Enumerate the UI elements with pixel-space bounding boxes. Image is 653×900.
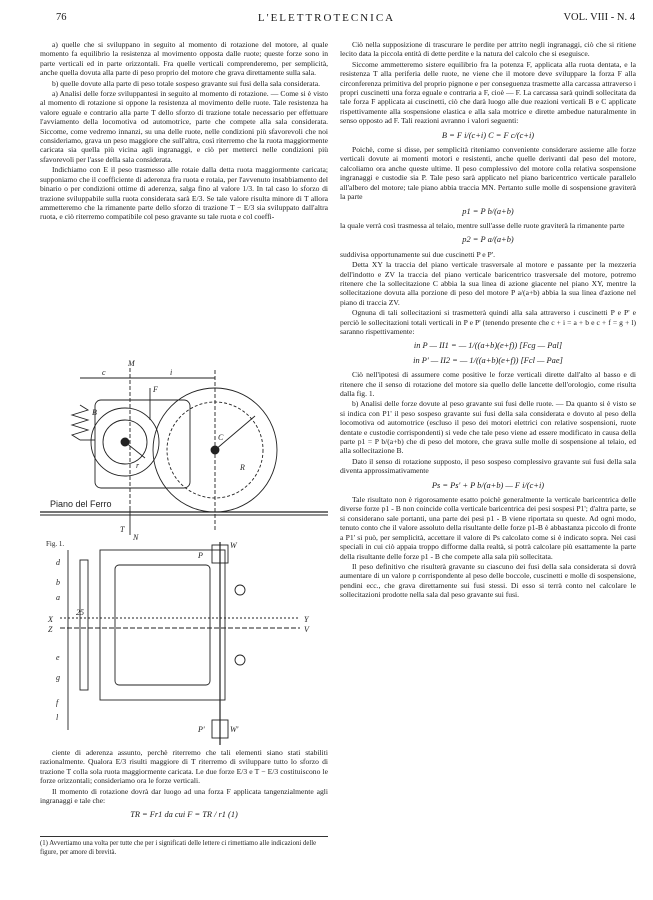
paragraph: Indichiamo con E il peso trasmesso alle rotaie dalla detta ruota maggiormente caricata; supponiamo che il coefficiente di aderenza fra ruota e rotaia, per l'avvenuto insabbiamento del binario o per condizioni ottime di aderenza, salga fino al valore 1/3. In tal caso lo sforzo di trazione sviluppabile sulla ruota considerata sarà E/3. Se tale valore risulta minore di T allora ammetteremo che la rimanente parte dello sforzo di trazione T − E/3 sia sviluppato dall'altra ruota, e ciò riterremo compatibile col peso gravante su tale ruota e col coeffi- — [40, 165, 328, 222]
equation-p2: p2 = P a/(a+b) — [462, 235, 514, 245]
figure-caption: Fig. 1. — [46, 540, 65, 548]
label: i — [170, 368, 173, 377]
label: c — [102, 368, 106, 377]
paragraph: Il peso definitivo che risulterà gravante su ciascuno dei fusi della sala considerata si dovrà aumentare di un valore p corrispondente al peso delle boccole, cuscinetti e molle di sospensione, pendini ecc., che grava direttamente sui fusi stessi. Di esso si terrà conto nel calcolare le sollecitazioni prodotte nella sala dal peso gravante sui fusi. — [340, 561, 636, 600]
equation-B-C: B = F i/(c+i) C = F c/(c+i) — [441, 130, 535, 140]
paragraph: Detta XY la traccia del piano verticale trasversale al motore e passante per la mezzeria dell'indotto e ZV la traccia del piano verticale baricentrico trasversale del motore, potremo ritenere che la sollecitazione C abbia la sua linea di azione giacente nel piano XY, mentre la sollecitazione dovuta alla porzione di peso del motore P a/(a+b) abbia la sua linea d'azione nel piano di traccia ZV. — [340, 260, 636, 307]
motor-plan-view — [100, 550, 225, 700]
paragraph: ciente di aderenza assunto, perchè riterremo che tali elementi siano stati stabiliti razionalmente. Qualora E/3 risulti maggiore di T riterremo di sviluppare tutto lo sforzo di trazione T colla sola ruota maggiormente caricata. Le due forze E/3 e T − E/3 costituiscono le forze orizzontali; consideriamo ora le forze verticali. — [40, 748, 328, 786]
paragraph: la quale verrà così trasmessa al telaio, mentre sull'asse delle ruote graviterà la rimanente parte — [340, 220, 625, 230]
label: l — [56, 713, 59, 722]
paragraph: Siccome ammetteremo sistere equilibrio fra la potenza F, applicata alla ruota dentata, e la resistenza T alla periferia delle ruote, ne viene che il motore deve sviluppare la forza F alla circonferenza primitiva del proprio pignone e per conseguenza trasmette alla carcassa attraverso i propri cuscinetti una forza eguale e contraria a F, cioè — F. La carcassa sarà quindi sollecitata da tale forza F applicata ai cuscinetti, ciò che darà luogo alle due reazioni verticali B e C applicate rispettivamente alla sospensione elastica e alla sala motrice e dirette ambedue naturalmente in senso opposto ad F. Tali reazioni avranno i valori seguenti: — [340, 59, 637, 126]
paragraph: Tale risultato non è rigorosamente esatto poichè generalmente la verticale baricentrica delle diverse forze p1 - B non coincide colla verticale baricentrica dei pesi sospesi P1'; d'altra parte, se si considerano sale portanti, una parte dei pesi p1 - B viene riportata su queste. Ad ogni modo, tenuto conto che il valore assoluto della risultante delle forze p1-B è abbastanza piccolo di fronte a P1' si può, per semplicità, accettare il valore di Ps calcolato come si è indicato sopra. Nei casi speciali in cui ciò appaia troppo difforme dalla realtà, si potrà calcolare più esattamente la parte della risultante delle forze p1 - B che compete alla sala più sollecitata. — [340, 495, 636, 561]
paragraph: Il momento di rotazione dovrà dar luogo ad una forza F applicata tangenzialmente agli ingranaggi e tale che: — [40, 786, 328, 806]
page-number: 76 — [56, 12, 67, 23]
label: b — [56, 578, 60, 587]
label: g — [56, 673, 60, 682]
radius-r — [125, 442, 145, 458]
equation-p1: p1 = P b/(a+b) — [462, 206, 514, 216]
label: r — [136, 461, 140, 470]
paragraph: Poichè, come si disse, per semplicità riteniamo conveniente considerare assieme alle forze verticali dovute ai momenti motori e resistenti, anche quelle derivanti dal peso del motore, calcoliamo ora anche queste ultime. Il peso complessivo del motore colla relativa sospensione ingranaggi e custodie sia P. Tale peso sarà applicato nel piano baricentrico verticale parallelo all'albero del motore; tale piano abbia traccia MN. Pertanto sulle molle di sospensione graviterà la parte — [340, 145, 636, 202]
label: a — [56, 593, 60, 602]
paragraph: a) quelle che si sviluppano in seguito al momento di rotazione del motore, al quale momento fa equilibrio la resistenza al movimento opposta dalle ruote; queste forze sono in parte verticali ed in parte orizzontali. Fra quelle verticali comprenderemo, per semplicità, anche quella dovuta alla parte di peso proprio del motore che grava direttamente sulla sala. — [40, 40, 328, 78]
label: Z — [48, 625, 53, 634]
technical-figure — [40, 360, 328, 750]
equation-II1: in P — II1 = — 1/((a+b)(e+f)) [Fcg — Pal] — [413, 341, 563, 351]
label: e — [56, 653, 60, 662]
left-lower-text — [40, 748, 328, 825]
hub — [235, 585, 245, 595]
paragraph: b) quelle dovute alla parte di peso totale sospeso gravante sui fusi della sala considerata. — [52, 78, 321, 88]
equation-1: TR = Fr1 da cui F = TR / r1 (1) — [130, 810, 238, 820]
armature-plan — [115, 565, 210, 685]
label: M — [128, 360, 135, 368]
paragraph: a) Analisi delle forze sviluppantesi in seguito al momento di rotazione. — Come si è visto al momento di rotazione si oppone la resistenza al movimento delle ruote. Tale resistenza ha valore eguale e contrario alla parte T dello sforzo di trazione totale necessario per effettuare l'avviamento della locomotiva od automotrice, parte che compete alla sala considerata. Siccome, come vedremo innanzi, su una delle ruote, nelle condizioni più sfavorevoli che noi consideriamo, grava un peso maggiore che sull'altra, così riterremo che la ruota maggiormente caricata sia quella più vicina agli ingranaggi, e ciò per metterci nelle condizioni più sfavorevoli per l'asse della sala considerata. — [40, 89, 328, 164]
label: X — [48, 615, 53, 624]
left-column — [40, 40, 328, 223]
label: F — [153, 385, 158, 394]
label: C — [218, 433, 224, 442]
label: R — [240, 463, 245, 472]
journal-title: L'ELETTROTECNICA — [257, 12, 396, 24]
label: W' — [230, 725, 239, 734]
label: N — [133, 533, 139, 542]
label: Y — [304, 615, 309, 624]
label: W — [230, 541, 237, 550]
paragraph: Dato il senso di rotazione supposto, il peso sospeso complessivo gravante sui fusi della sala diventa approssimativamente — [340, 456, 636, 476]
page-header — [0, 12, 653, 28]
label: P' — [198, 725, 205, 734]
gear-case — [80, 560, 88, 690]
footnote: (1) Avvertiamo una volta per tutte che per i significati delle lettere ci rimettiamo alle indicazioni delle figure, per amore di brevità. — [40, 836, 328, 857]
paragraph: Ciò nell'ipotesi di assumere come positive le forze verticali dirette dall'alto al basso e di ritenere che il senso di rotazione del motore sia quello delle lancette dell'orologio, come risulta dalla fig. 1. — [340, 370, 636, 398]
hub-2 — [235, 655, 245, 665]
label: P — [198, 551, 203, 560]
label: d — [56, 558, 60, 567]
paragraph: Ciò nella supposizione di trascurare le perdite per attrito negli ingranaggi, ciò che si ritiene lecito data la piccola entità di dette perdite e la natura del calcolo che si eseguisce. — [340, 40, 636, 59]
rail-label: Piano del Ferro — [50, 499, 112, 509]
volume-issue: VOL. VIII - N. 4 — [563, 12, 635, 23]
right-column — [340, 40, 636, 601]
equation-II2: in P' — II2 = — 1/((a+b)(e+f)) [Fcl — Pae] — [413, 355, 563, 365]
suspension-spring — [72, 405, 88, 440]
paragraph: suddivisa opportunamente sui due cuscinetti P e P'. — [340, 249, 496, 259]
label: V — [304, 625, 309, 634]
label: f — [56, 698, 59, 707]
paragraph: b) Analisi delle forze dovute al peso gravante sui fusi delle ruote. — Da quanto si è visto se si indica con P1' il peso sospeso gravante sui fusi della sala considerata e dovuto al peso della locomotiva od automotrice (escluso il peso dei motori elettrici con relative sospensioni, ruote dentate e custodie corrispondenti) si vede che tale peso viene ad essere modificato in causa della parte p1 = P b/(a+b) che di peso del motore, che grava sulle molle di sospensione al telaio, ed alla sollecitazione B. — [340, 399, 636, 456]
paragraph: Ognuna di tali sollecitazioni si trasmetterà quindi alla sala attraverso i cuscinetti P e P' e perciò le sollecitazioni totali verticali in P e P' (tenendo presente che c + i = a + b e c + f = g + l) saranno rispettivamente: — [340, 308, 636, 336]
motor-axle-diagram — [40, 360, 328, 750]
equation-Ps: Ps = Ps' + P b/(a+b) — F i/(c+i) — [431, 480, 545, 490]
label: 25 — [76, 608, 84, 617]
label: B — [92, 408, 97, 417]
label: T — [120, 525, 125, 534]
